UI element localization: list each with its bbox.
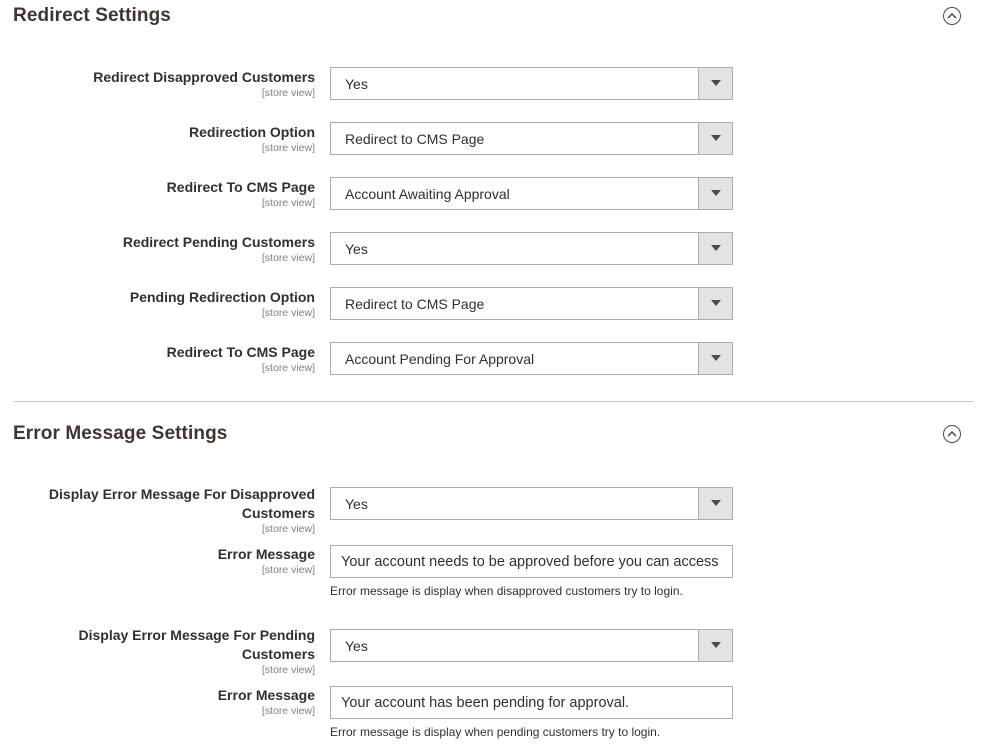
dropdown-arrow-icon[interactable]	[698, 343, 732, 374]
field-label: Redirect To CMS Page	[166, 344, 315, 360]
field-label-line1: Display Error Message For Disapproved	[48, 486, 315, 502]
redirect-settings-header[interactable]	[13, 5, 974, 35]
section-divider	[13, 401, 974, 402]
scope-label: [store view]	[261, 307, 315, 319]
dropdown-arrow-icon[interactable]	[698, 488, 732, 519]
error-message-pending-input[interactable]	[330, 686, 733, 719]
display-error-disapproved-select[interactable]	[330, 487, 733, 520]
field-note: Error message is display when pending customers try to login.	[330, 725, 661, 739]
redirect-disapproved-select[interactable]	[330, 67, 733, 100]
redirect-pending-select[interactable]	[330, 232, 733, 265]
scope-label: [store view]	[261, 87, 315, 99]
error-message-disapproved-input[interactable]	[330, 545, 733, 578]
field-label: Error Message	[217, 687, 315, 703]
field-label-line2: Customers	[241, 505, 315, 521]
select-value: Account Pending For Approval	[345, 351, 535, 367]
select-value: Yes	[345, 76, 368, 92]
scope-label: [store view]	[261, 664, 315, 676]
field-label: Redirect Disapproved Customers	[93, 69, 315, 85]
error-message-settings-header[interactable]	[13, 423, 974, 453]
error-message-settings-title: Error Message Settings	[13, 423, 228, 444]
scope-label: [store view]	[261, 362, 315, 374]
display-error-pending-select[interactable]	[330, 629, 733, 662]
select-value: Yes	[345, 241, 368, 257]
scope-label: [store view]	[261, 252, 315, 264]
scope-label: [store view]	[261, 705, 315, 717]
dropdown-arrow-icon[interactable]	[698, 178, 732, 209]
field-label-line1: Display Error Message For Pending	[78, 627, 315, 643]
dropdown-arrow-icon[interactable]	[698, 68, 732, 99]
redirection-option-select[interactable]	[330, 122, 733, 155]
field-label: Pending Redirection Option	[129, 289, 315, 305]
select-value: Account Awaiting Approval	[345, 186, 510, 202]
select-value: Redirect to CMS Page	[345, 296, 485, 312]
dropdown-arrow-icon[interactable]	[698, 123, 732, 154]
field-label: Redirect Pending Customers	[122, 234, 315, 250]
select-value: Yes	[345, 496, 368, 512]
scope-label: [store view]	[261, 197, 315, 209]
dropdown-arrow-icon[interactable]	[698, 233, 732, 264]
pending-redirection-option-select[interactable]	[330, 287, 733, 320]
field-label-line2: Customers	[241, 646, 315, 662]
field-label: Redirection Option	[189, 124, 315, 140]
scope-label: [store view]	[261, 523, 315, 535]
redirect-settings-title: Redirect Settings	[13, 5, 171, 26]
pending-cms-page-select[interactable]	[330, 342, 733, 375]
field-note: Error message is display when disapproved customers try to login.	[330, 584, 683, 598]
collapse-chevron-up-icon[interactable]	[943, 7, 961, 25]
field-label: Redirect To CMS Page	[166, 179, 315, 195]
redirect-cms-page-select[interactable]	[330, 177, 733, 210]
select-value: Redirect to CMS Page	[345, 131, 485, 147]
scope-label: [store view]	[261, 564, 315, 576]
field-label: Error Message	[217, 546, 315, 562]
select-value: Yes	[345, 638, 368, 654]
dropdown-arrow-icon[interactable]	[698, 288, 732, 319]
collapse-chevron-up-icon[interactable]	[943, 425, 961, 443]
scope-label: [store view]	[261, 142, 315, 154]
dropdown-arrow-icon[interactable]	[698, 630, 732, 661]
